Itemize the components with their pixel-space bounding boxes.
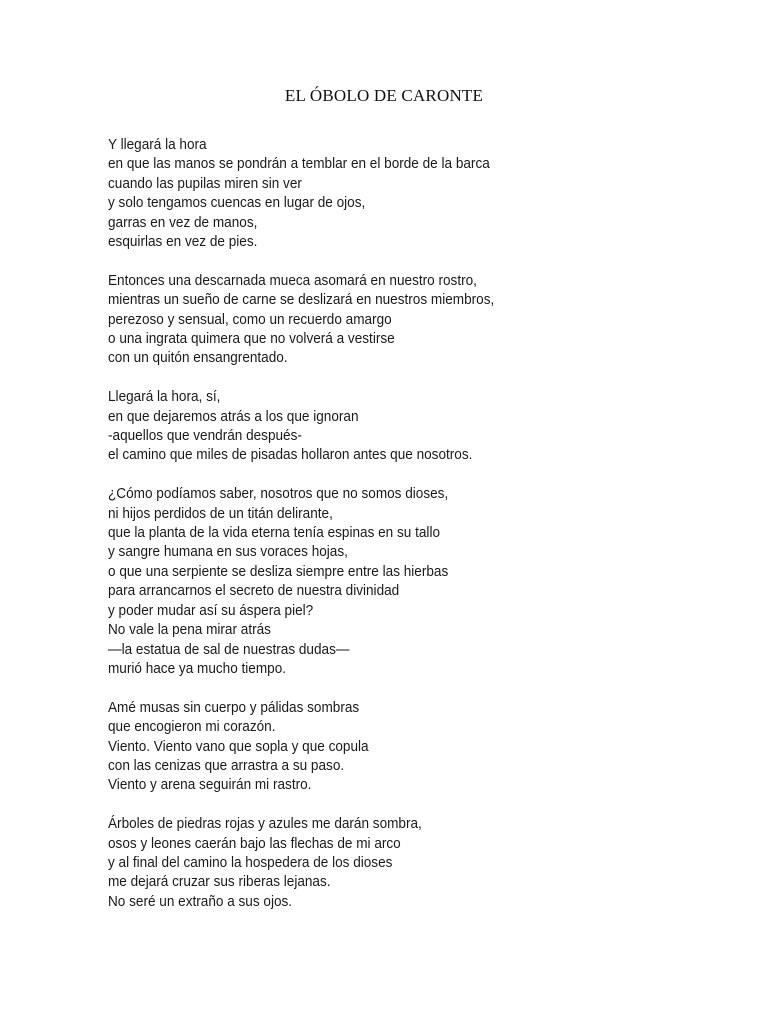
poem-line: y solo tengamos cuencas en lugar de ojos, — [108, 195, 366, 212]
stanza — [108, 815, 666, 912]
poem-line: Viento y arena seguirán mi rastro. — [108, 777, 312, 794]
poem-line: para arrancarnos el secreto de nuestra divinidad — [108, 583, 400, 600]
poem-body — [108, 136, 666, 932]
poem-line: Entonces una descarnada mueca asomará en nuestro rostro, — [108, 272, 477, 289]
poem-line: mientras un sueño de carne se deslizará en nuestros miembros, — [108, 292, 495, 309]
poem-line: —la estatua de sal de nuestras dudas— — [108, 641, 350, 658]
poem-line: No vale la pena mirar atrás — [108, 622, 271, 639]
poem-line: el camino que miles de pisadas hollaron antes que nosotros. — [108, 447, 473, 464]
poem-line: Amé musas sin cuerpo y pálidas sombras — [108, 699, 360, 716]
poem-line: y poder mudar así su áspera piel? — [108, 602, 314, 619]
poem-line: garras en vez de manos, — [108, 214, 258, 231]
stanza — [108, 388, 666, 466]
poem-line: y al final del camino la hospedera de los dioses — [108, 854, 393, 871]
poem-line: con las cenizas que arrastra a su paso. — [108, 757, 345, 774]
stanza — [108, 485, 666, 679]
poem-line: o una ingrata quimera que no volverá a vestirse — [108, 331, 395, 348]
poem-line: o que una serpiente se desliza siempre entre las hierbas — [108, 563, 449, 580]
poem-line: y sangre humana en sus voraces hojas, — [108, 544, 348, 561]
poem-title: EL ÓBOLO DE CARONTE — [284, 86, 484, 105]
poem-line: -aquellos que vendrán después- — [108, 428, 302, 445]
poem-line: esquirlas en vez de pies. — [108, 234, 258, 251]
stanza — [108, 272, 666, 369]
poem-line: Árboles de piedras rojas y azules me darán sombra, — [108, 816, 422, 833]
poem-line: ni hijos perdidos de un titán delirante, — [108, 505, 333, 522]
stanza — [108, 136, 666, 252]
poem-line: en que las manos se pondrán a temblar en el borde de la barca — [108, 156, 490, 173]
poem-line: perezoso y sensual, como un recuerdo amargo — [108, 311, 392, 328]
poem-line: osos y leones caerán bajo las flechas de mi arco — [108, 835, 401, 852]
poem-line: en que dejaremos atrás a los que ignoran — [108, 408, 359, 425]
poem-line: No seré un extraño a sus ojos. — [108, 893, 293, 910]
poem-line: Llegará la hora, sí, — [108, 389, 221, 406]
poem-line: murió hace ya mucho tiempo. — [108, 660, 287, 677]
poem-line: que encogieron mi corazón. — [108, 719, 276, 736]
poem-line: Y llegará la hora — [108, 137, 207, 153]
poem-line: que la planta de la vida eterna tenía espinas en su tallo — [108, 525, 441, 542]
poem-line: ¿Cómo podíamos saber, nosotros que no somos dioses, — [108, 486, 449, 503]
poem-line: Viento. Viento vano que sopla y que copula — [108, 738, 369, 755]
poem-line: con un quitón ensangrentado. — [108, 350, 288, 367]
poem-line: cuando las pupilas miren sin ver — [108, 175, 302, 192]
stanza — [108, 699, 666, 796]
poem-line: me dejará cruzar sus riberas lejanas. — [108, 874, 331, 891]
